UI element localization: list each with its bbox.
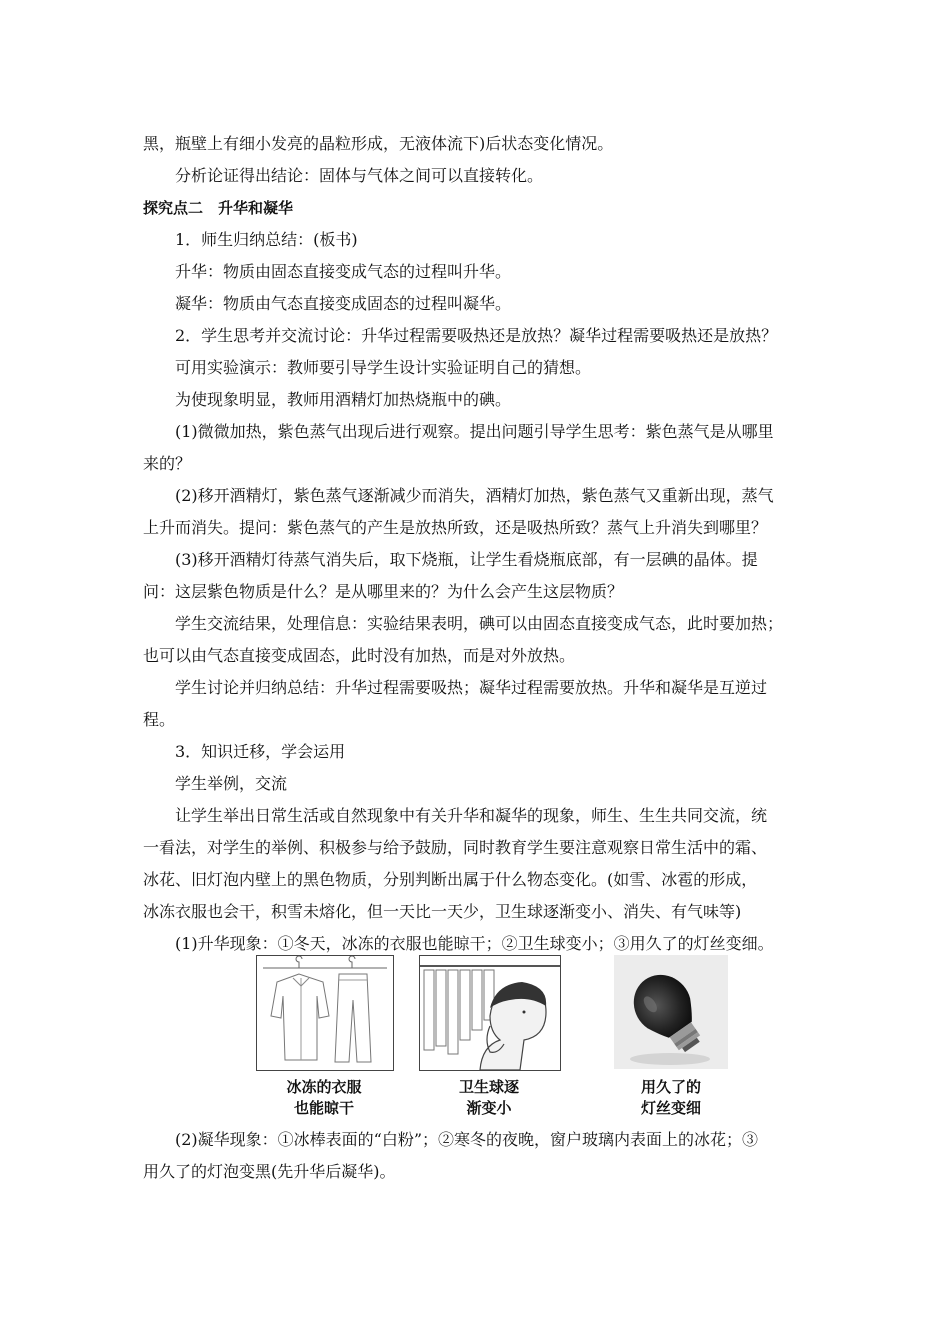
caption-line: 渐变小 bbox=[466, 1099, 512, 1117]
paragraph-line: 可用实验演示：教师要引导学生设计实验证明自己的猜想。 bbox=[175, 358, 592, 377]
paragraph-line: 来的？ bbox=[143, 454, 192, 473]
figure-caption bbox=[596, 1077, 746, 1119]
paragraph-line: 冰花、旧灯泡内壁上的黑色物质，分别判断出属于什么物态变化。(如雪、冰雹的形成， bbox=[143, 870, 758, 889]
paragraph-line: (2)移开酒精灯，紫色蒸气逐渐减少而消失，酒精灯加热，紫色蒸气又重新出现，蒸气 bbox=[175, 486, 774, 505]
section-heading: 探究点二 升华和凝华 bbox=[143, 199, 294, 217]
paragraph-line: (1)升华现象：①冬天，冰冻的衣服也能晾干；②卫生球变小；③用久了的灯丝变细。 bbox=[175, 934, 774, 953]
paragraph-line: 上升而消失。提问：紫色蒸气的产生是放热所致，还是吸热所致？蒸气上升消失到哪里？ bbox=[143, 518, 768, 537]
paragraph-line: 2．学生思考并交流讨论：升华过程需要吸热还是放热？凝华过程需要吸热还是放热？ bbox=[175, 326, 778, 345]
paragraph-line: 冰冻衣服也会干，积雪未熔化，但一天比一天少，卫生球逐渐变小、消失、有气味等) bbox=[143, 902, 742, 921]
paragraph-line: 黑，瓶壁上有细小发亮的晶粒形成，无液体流下)后状态变化情况。 bbox=[143, 134, 614, 153]
paragraph-line: 升华：物质由固态直接变成气态的过程叫升华。 bbox=[175, 262, 512, 281]
light-bulb-photo bbox=[614, 955, 728, 1069]
paragraph-line: 学生讨论并归纳总结：升华过程需要吸热；凝华过程需要放热。升华和凝华是互逆过 bbox=[175, 678, 768, 697]
paragraph-line: (1)微微加热，紫色蒸气出现后进行观察。提出问题引导学生思考：紫色蒸气是从哪里 bbox=[175, 422, 774, 441]
paragraph-line: 3．知识迁移，学会运用 bbox=[175, 742, 346, 761]
paragraph-line: 学生交流结果，处理信息：实验结果表明，碘可以由固态直接变成气态，此时要加热； bbox=[175, 614, 784, 633]
paragraph-line: 为使现象明显，教师用酒精灯加热烧瓶中的碘。 bbox=[175, 390, 512, 409]
caption-line: 也能晾干 bbox=[293, 1099, 354, 1117]
paragraph-line: 学生举例，交流 bbox=[175, 774, 288, 793]
caption-line: 用久了的 bbox=[640, 1078, 701, 1096]
paragraph-line: (3)移开酒精灯待蒸气消失后，取下烧瓶，让学生看烧瓶底部，有一层碘的晶体。提 bbox=[175, 550, 758, 569]
paragraph-line: 用久了的灯泡变黑(先升华后凝华)。 bbox=[143, 1162, 396, 1181]
figure-caption bbox=[414, 1077, 564, 1119]
paragraph-line: (2)凝华现象：①冰棒表面的“白粉”；②寒冬的夜晚，窗户玻璃内表面上的冰花；③ bbox=[175, 1130, 759, 1149]
figure-caption bbox=[249, 1077, 399, 1119]
paragraph-line: 一看法，对学生的举例、积极参与给予鼓励，同时教育学生要注意观察日常生活中的霜、 bbox=[143, 838, 768, 857]
caption-line: 卫生球逐 bbox=[458, 1078, 519, 1096]
paragraph-line: 问：这层紫色物质是什么？是从哪里来的？为什么会产生这层物质？ bbox=[143, 582, 624, 601]
paragraph-line: 让学生举出日常生活或自然现象中有关升华和凝华的现象，师生、生生共同交流，统 bbox=[175, 806, 768, 825]
paragraph-line: 凝华：物质由气态直接变成固态的过程叫凝华。 bbox=[175, 294, 512, 313]
paragraph-line: 程。 bbox=[143, 710, 176, 729]
paragraph-line: 也可以由气态直接变成固态，此时没有加热，而是对外放热。 bbox=[143, 646, 576, 665]
caption-line: 冰冻的衣服 bbox=[286, 1078, 362, 1096]
mothball-wardrobe-illustration bbox=[419, 955, 561, 1071]
frozen-clothes-illustration bbox=[256, 955, 394, 1071]
paragraph-line: 1．师生归纳总结：(板书) bbox=[175, 230, 358, 249]
caption-line: 灯丝变细 bbox=[640, 1099, 701, 1117]
paragraph-line: 分析论证得出结论：固体与气体之间可以直接转化。 bbox=[175, 166, 544, 185]
